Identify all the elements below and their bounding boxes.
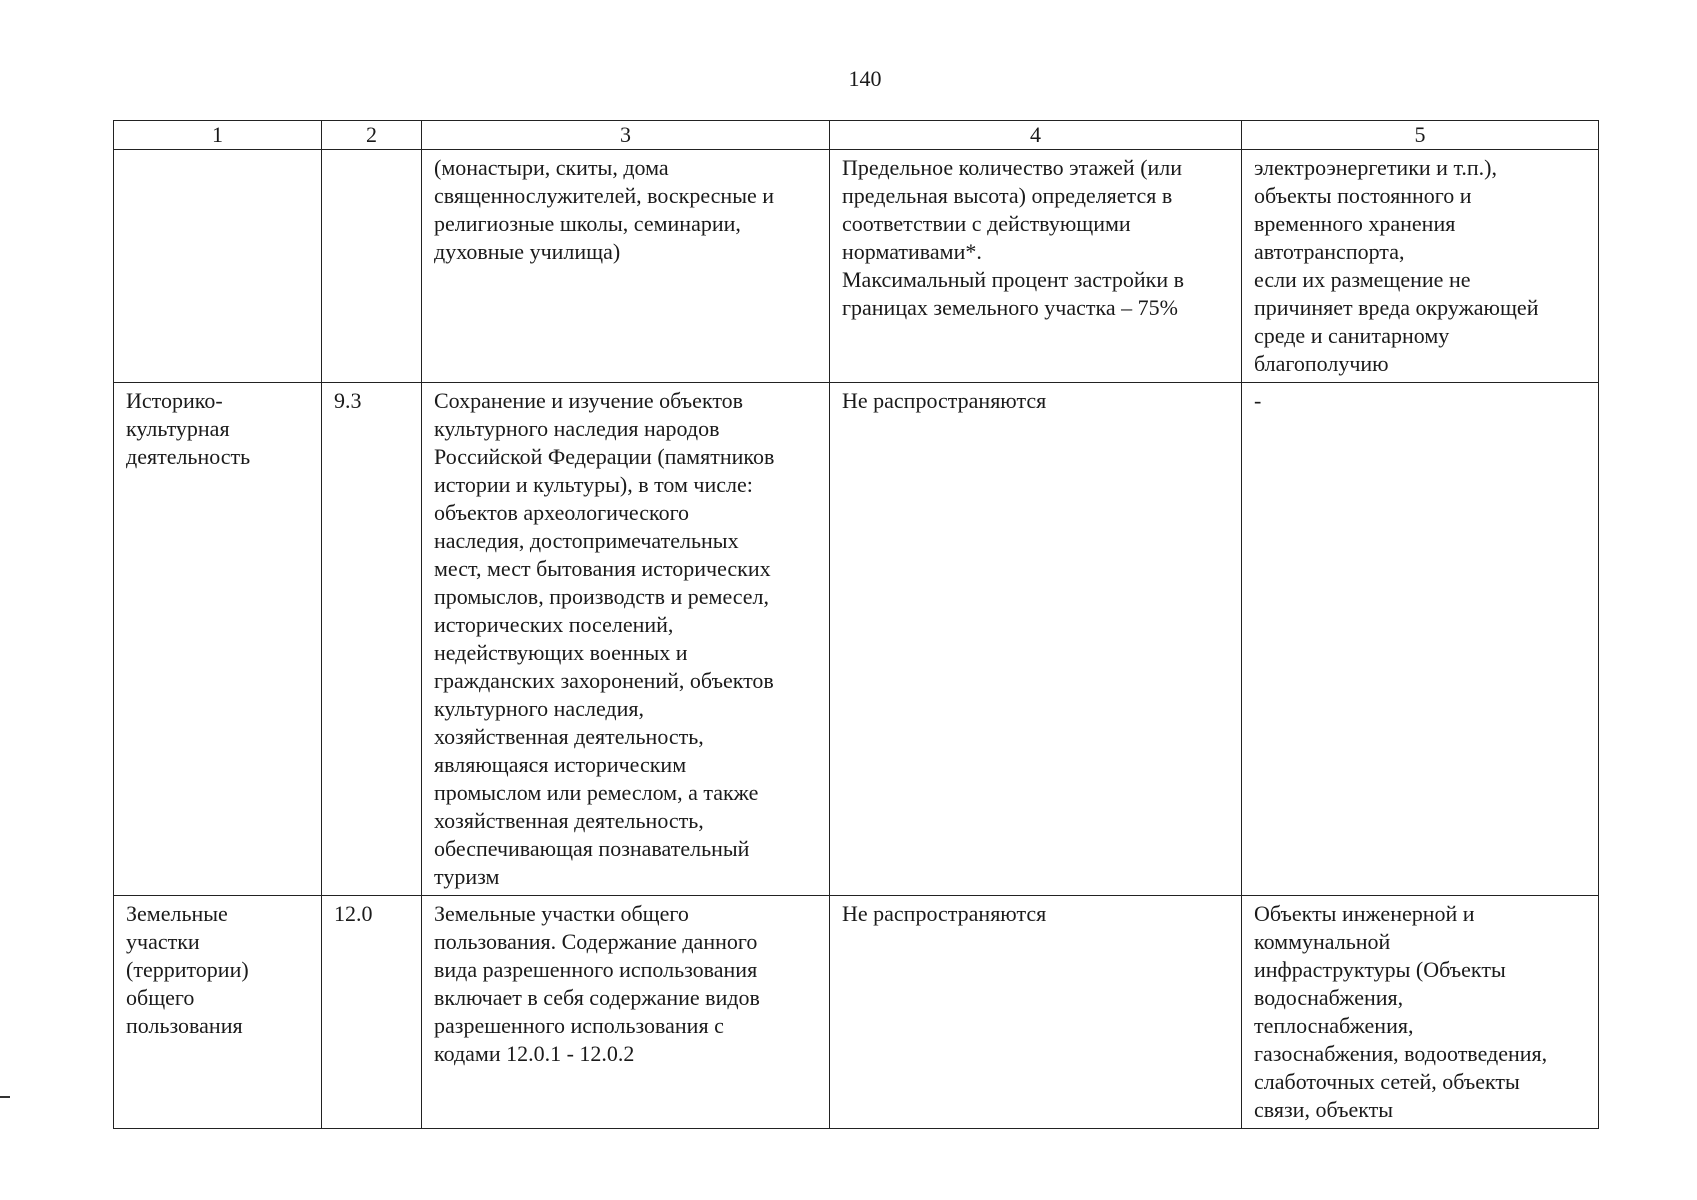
cell-use-code: 12.0 <box>322 896 422 1129</box>
cell-use-code: 9.3 <box>322 383 422 896</box>
column-header-3: 3 <box>422 121 830 150</box>
cell-use-description: Сохранение и изучение объектов культурного наследия народов Российской Федерации (памятников истории и культуры), в том числе: объектов археологического наследия, достопримечательных мест, мест бытования исторических промыслов, производств и ремесел, исторических поселений, недействующих военных и гражданских захоронений, объектов культурного наследия, хозяйственная деятельность, являющаяся историческим промыслом или ремеслом, а также хозяйственная деятельность, обеспечивающая познавательный туризм <box>422 383 830 896</box>
cell-limit-parameters: Не распространяются <box>830 383 1242 896</box>
cell-use-description: (монастыри, скиты, дома священнослужителей, воскресные и религиозные школы, семинарии, духовные училища) <box>422 150 830 383</box>
cell-use-code <box>322 150 422 383</box>
column-header-1: 1 <box>114 121 322 150</box>
cell-auxiliary-uses: - <box>1242 383 1599 896</box>
cell-use-name: Земельные участки (территории) общего пользования <box>114 896 322 1129</box>
cell-limit-parameters: Не распространяются <box>830 896 1242 1129</box>
cell-limit-parameters: Предельное количество этажей (или предельная высота) определяется в соответствии с действующими нормативами*. Максимальный процент застройки в границах земельного участка – 75% <box>830 150 1242 383</box>
cell-auxiliary-uses: электроэнергетики и т.п.), объекты постоянного и временного хранения автотранспорта, если их размещение не причиняет вреда окружающей среде и санитарному благополучию <box>1242 150 1599 383</box>
table-row-historical-cultural <box>114 383 1599 896</box>
page-number: 140 <box>848 66 882 91</box>
margin-mark <box>0 1096 10 1098</box>
column-header-5: 5 <box>1242 121 1599 150</box>
land-use-table <box>113 120 1599 1129</box>
table-header-row <box>114 121 1599 150</box>
column-header-4: 4 <box>830 121 1242 150</box>
cell-use-name: Историко- культурная деятельность <box>114 383 322 896</box>
cell-auxiliary-uses: Объекты инженерной и коммунальной инфраструктуры (Объекты водоснабжения, теплоснабжения, газоснабжения, водоотведения, слаботочных сетей, объекты связи, объекты <box>1242 896 1599 1129</box>
table-row-public-land <box>114 896 1599 1129</box>
table-row-continuation <box>114 150 1599 383</box>
cell-use-name <box>114 150 322 383</box>
column-header-2: 2 <box>322 121 422 150</box>
cell-use-description: Земельные участки общего пользования. Содержание данного вида разрешенного использования включает в себя содержание видов разрешенного использования с кодами 12.0.1 - 12.0.2 <box>422 896 830 1129</box>
